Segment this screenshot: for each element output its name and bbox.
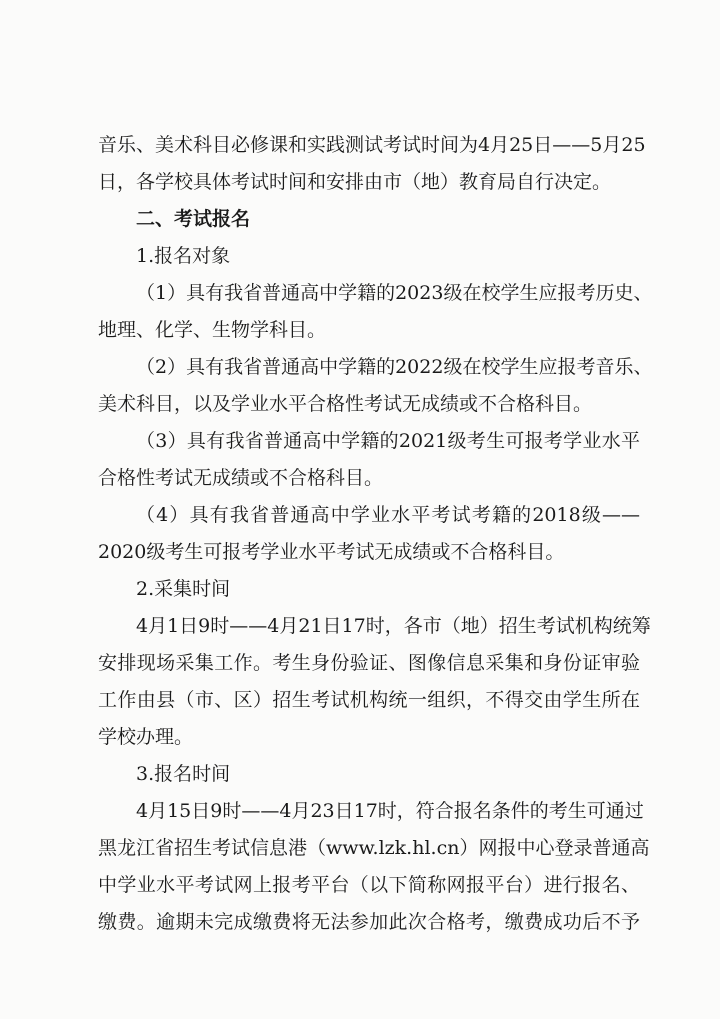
paragraph-line: （1）具有我省普通高中学籍的2023级在校学生应报考历史、 (136, 282, 653, 304)
paragraph-line: （4）具有我省普通高中学业水平考试考籍的2018级—— (136, 504, 640, 526)
subsection-heading: 1.报名对象 (136, 245, 231, 267)
paragraph-line: 安排现场采集工作。考生身份验证、图像信息采集和身份证审验 (98, 652, 640, 674)
paragraph-line: （3）具有我省普通高中学籍的2021级考生可报考学业水平 (136, 430, 640, 452)
paragraph-line: 缴费。逾期未完成缴费将无法参加此次合格考，缴费成功后不予 (98, 911, 640, 933)
paragraph-line: （2）具有我省普通高中学籍的2022级在校学生应报考音乐、 (136, 356, 653, 378)
paragraph-line: 黑龙江省招生考试信息港（www.lzk.hl.cn）网报中心登录普通高 (98, 837, 650, 859)
paragraph-line: 地理、化学、生物学科目。 (98, 319, 327, 341)
paragraph-line: 4月15日9时——4月23日17时，符合报名条件的考生可通过 (136, 800, 644, 822)
paragraph-line: 中学业水平考试网上报考平台（以下简称网报平台）进行报名、 (98, 874, 640, 896)
subsection-heading: 3.报名时间 (136, 763, 231, 785)
paragraph-line: 工作由县（市、区）招生考试机构统一组织，不得交由学生所在 (98, 689, 640, 711)
paragraph-line: 合格性考试无成绩或不合格科目。 (98, 467, 384, 489)
section-heading: 二、考试报名 (136, 208, 251, 230)
paragraph-line: 日，各学校具体考试时间和安排由市（地）教育局自行决定。 (98, 171, 612, 193)
paragraph-line: 4月1日9时——4月21日17时，各市（地）招生考试机构统筹 (136, 615, 651, 637)
subsection-heading: 2.采集时间 (136, 578, 231, 600)
paragraph-line: 音乐、美术科目必修课和实践测试考试时间为4月25日——5月25 (98, 134, 646, 156)
paragraph-line: 2020级考生可报考学业水平考试无成绩或不合格科目。 (98, 541, 565, 563)
paragraph-line: 美术科目，以及学业水平合格性考试无成绩或不合格科目。 (98, 393, 593, 415)
paragraph-line: 学校办理。 (98, 726, 194, 748)
